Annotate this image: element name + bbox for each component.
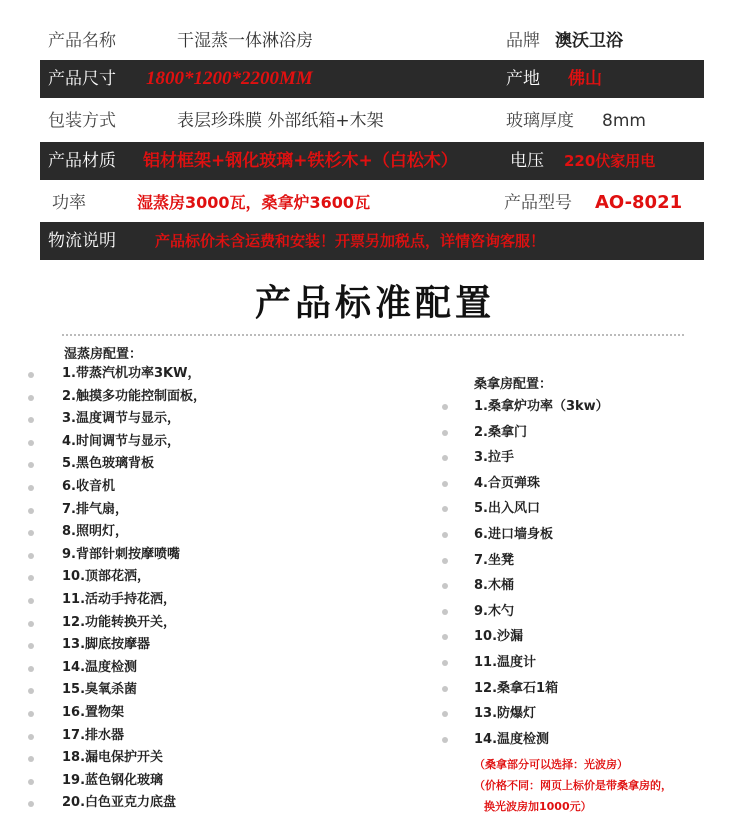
bullet-dot-icon — [28, 395, 34, 401]
bullet-dot-icon — [28, 734, 34, 740]
spec-value: 湿蒸房3000瓦，桑拿炉3600瓦 — [137, 193, 371, 212]
list-item-text: 9.木勺 — [474, 603, 514, 619]
list-item — [28, 770, 206, 793]
dotted-divider — [62, 334, 684, 336]
spec-label: 产品材质 — [48, 151, 116, 171]
sauna-config-heading: 桑拿房配置： — [474, 377, 553, 392]
list-item — [442, 496, 609, 522]
list-item — [28, 566, 206, 589]
bullet-dot-icon — [28, 372, 34, 378]
list-item-text: 20.白色亚克力底盘 — [62, 795, 177, 811]
list-item-text: 15.臭氧杀菌 — [62, 682, 138, 698]
list-item — [442, 701, 609, 727]
bullet-dot-icon — [28, 688, 34, 694]
bullet-dot-icon — [28, 666, 34, 672]
list-item-text: 9.背部针刺按摩喷嘴 — [62, 546, 180, 562]
list-item-text: 5.出入风口 — [474, 501, 540, 517]
spec-label: 产地 — [506, 69, 540, 89]
spec-label: 包装方式 — [48, 111, 116, 131]
spec-label: 物流说明 — [48, 231, 116, 251]
spec-label: 产品型号 — [504, 193, 572, 213]
list-item-text: 1.带蒸汽机功率3KW， — [62, 366, 201, 381]
bullet-dot-icon — [442, 609, 448, 615]
bullet-dot-icon — [28, 621, 34, 627]
list-item-text: 13.防爆灯 — [474, 706, 537, 722]
spec-row-power — [40, 184, 704, 222]
list-item — [442, 471, 609, 497]
bullet-dot-icon — [442, 660, 448, 666]
list-item-text: 18.漏电保护开关 — [62, 750, 164, 766]
list-item-text: 2.触摸多功能控制面板， — [62, 388, 206, 404]
list-item — [28, 408, 206, 431]
list-item-text: 7.排气扇， — [62, 501, 128, 517]
sauna-note-line: 换光波房加1000元） — [484, 800, 592, 813]
spec-row-size — [40, 60, 704, 98]
list-item — [442, 624, 609, 650]
spec-label: 电压 — [510, 151, 544, 171]
bullet-dot-icon — [442, 532, 448, 538]
bullet-dot-icon — [28, 485, 34, 491]
bullet-dot-icon — [442, 481, 448, 487]
bullet-dot-icon — [28, 508, 34, 514]
list-item — [442, 394, 609, 420]
list-item-text: 17.排水器 — [62, 727, 125, 743]
spec-label: 品牌 — [506, 31, 540, 51]
list-item-text: 6.进口墙身板 — [474, 526, 553, 542]
sauna-note-line: （桑拿部分可以选择：光波房） — [474, 758, 628, 771]
list-item-text: 14.温度检测 — [62, 659, 138, 675]
list-item-text: 3.拉手 — [474, 450, 514, 466]
list-item — [28, 702, 206, 725]
bullet-dot-icon — [442, 558, 448, 564]
list-item — [442, 727, 609, 753]
bullet-dot-icon — [28, 598, 34, 604]
steam-config-list — [28, 363, 206, 815]
list-item-text: 14.温度检测 — [474, 731, 550, 747]
list-item-text: 2.桑拿门 — [474, 424, 527, 440]
spec-label: 玻璃厚度 — [506, 111, 574, 131]
list-item — [442, 522, 609, 548]
spec-value: 8mm — [602, 111, 646, 131]
bullet-dot-icon — [28, 801, 34, 807]
list-item — [28, 657, 206, 680]
bullet-dot-icon — [28, 530, 34, 536]
list-item-text: 19.蓝色钢化玻璃 — [62, 772, 164, 788]
list-item — [28, 747, 206, 770]
spec-value: 澳沃卫浴 — [555, 31, 623, 51]
bullet-dot-icon — [442, 430, 448, 436]
list-item-text: 13.脚底按摩器 — [62, 637, 151, 653]
bullet-dot-icon — [442, 583, 448, 589]
bullet-dot-icon — [28, 462, 34, 468]
spec-label: 产品尺寸 — [48, 69, 116, 89]
bullet-dot-icon — [442, 737, 448, 743]
list-item — [28, 499, 206, 522]
list-item-text: 12.桑拿石1箱 — [474, 680, 559, 696]
list-item — [28, 612, 206, 635]
list-item — [442, 573, 609, 599]
spec-value: 产品标价未含运费和安装！开票另加税点，详情咨询客服！ — [155, 232, 546, 250]
list-item — [28, 634, 206, 657]
spec-label: 功率 — [52, 193, 86, 213]
bullet-dot-icon — [28, 440, 34, 446]
list-item — [28, 521, 206, 544]
spec-value: 佛山 — [568, 69, 602, 89]
spec-value: AO-8021 — [595, 192, 683, 213]
list-item-text: 5.黑色玻璃背板 — [62, 456, 154, 472]
list-item — [28, 679, 206, 702]
spec-value: 220伏家用电 — [564, 152, 656, 170]
bullet-dot-icon — [442, 686, 448, 692]
bullet-dot-icon — [442, 506, 448, 512]
list-item-text: 1.桑拿炉功率（3kw） — [474, 399, 609, 414]
list-item — [28, 386, 206, 409]
list-item — [442, 650, 609, 676]
spec-row-logistics — [40, 222, 704, 260]
spec-value: 铝材框架+钢化玻璃+铁杉木+（白松木） — [143, 151, 458, 171]
list-item — [28, 589, 206, 612]
spec-value: 干湿蒸一体淋浴房 — [177, 31, 313, 51]
list-item — [442, 445, 609, 471]
list-item-text: 3.温度调节与显示， — [62, 411, 180, 427]
list-item — [28, 725, 206, 748]
bullet-dot-icon — [442, 455, 448, 461]
list-item — [442, 676, 609, 702]
spec-row-material — [40, 142, 704, 180]
sauna-config-list — [442, 394, 609, 752]
list-item — [28, 476, 206, 499]
list-item-text: 11.温度计 — [474, 654, 537, 670]
bullet-dot-icon — [28, 553, 34, 559]
sauna-note-line: （价格不同：网页上标价是带桑拿房的， — [474, 779, 672, 792]
list-item — [28, 544, 206, 567]
section-title: 产品标准配置 — [254, 283, 495, 324]
bullet-dot-icon — [28, 575, 34, 581]
bullet-dot-icon — [28, 779, 34, 785]
list-item-text: 10.顶部花洒， — [62, 569, 151, 585]
list-item-text: 16.置物架 — [62, 704, 125, 720]
list-item-text: 4.时间调节与显示， — [62, 433, 180, 449]
list-item — [442, 548, 609, 574]
list-item-text: 8.木桶 — [474, 578, 514, 594]
sauna-notes — [474, 754, 672, 817]
list-item-text: 8.照明灯， — [62, 524, 128, 540]
list-item — [28, 792, 206, 815]
list-item — [442, 599, 609, 625]
spec-label: 产品名称 — [48, 31, 116, 51]
steam-config-heading: 湿蒸房配置： — [64, 347, 143, 362]
spec-value: 1800*1200*2200MM — [146, 68, 313, 89]
list-item-text: 4.合页弹珠 — [474, 475, 540, 491]
bullet-dot-icon — [442, 634, 448, 640]
list-item-text: 6.收音机 — [62, 478, 115, 494]
spec-row-name — [40, 22, 704, 60]
list-item — [442, 420, 609, 446]
bullet-dot-icon — [28, 756, 34, 762]
bullet-dot-icon — [28, 711, 34, 717]
bullet-dot-icon — [442, 711, 448, 717]
list-item — [28, 431, 206, 454]
list-item-text: 12.功能转换开关， — [62, 614, 177, 630]
list-item-text: 10.沙漏 — [474, 629, 524, 645]
spec-value: 表层珍珠膜 外部纸箱+木架 — [177, 111, 384, 131]
bullet-dot-icon — [28, 643, 34, 649]
bullet-dot-icon — [442, 404, 448, 410]
spec-row-packing — [40, 102, 704, 140]
list-item-text: 11.活动手持花洒， — [62, 591, 177, 607]
list-item-text: 7.坐凳 — [474, 552, 514, 568]
bullet-dot-icon — [28, 417, 34, 423]
list-item — [28, 363, 206, 386]
list-item — [28, 453, 206, 476]
